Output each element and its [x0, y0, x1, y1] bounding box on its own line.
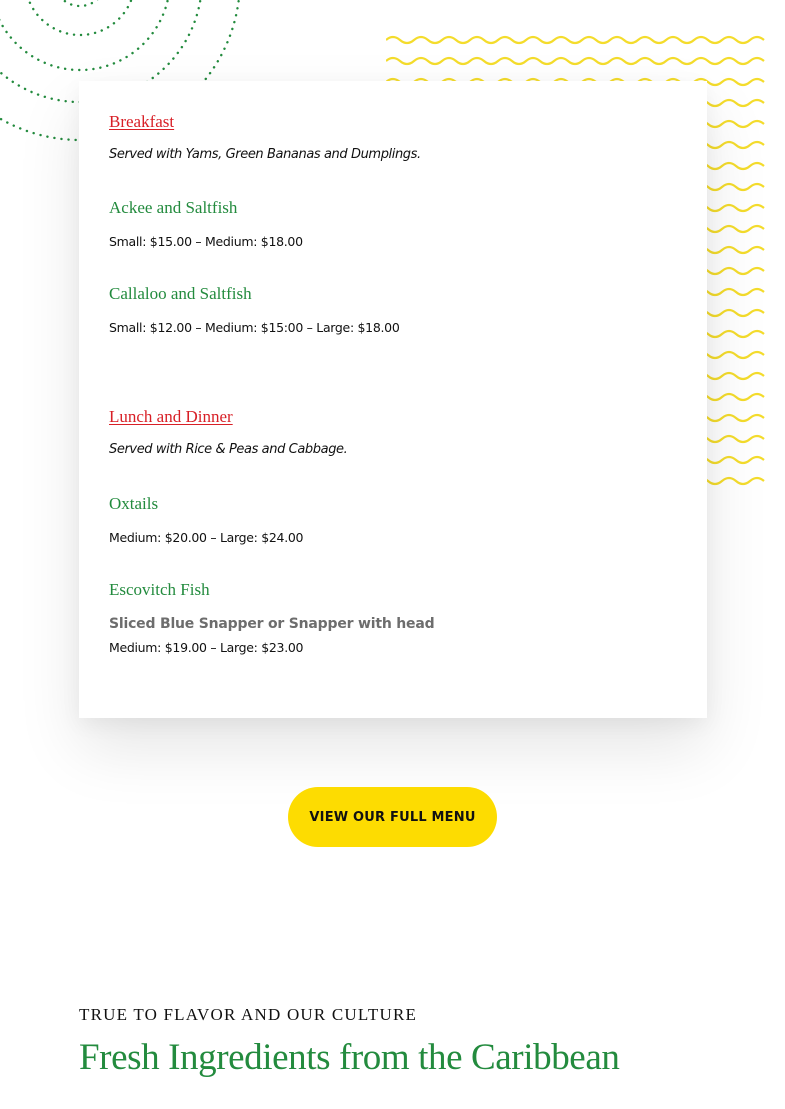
menu-card — [79, 81, 707, 718]
category-title-lunch-dinner: Lunch and Dinner — [109, 407, 233, 426]
menu-item-name: Callaloo and Saltfish — [109, 284, 252, 303]
category-description-breakfast: Served with Yams, Green Bananas and Dumplings. — [109, 147, 421, 162]
menu-item-name: Ackee and Saltfish — [109, 198, 238, 217]
section-heading: Fresh Ingredients from the Caribbean — [79, 1037, 620, 1078]
section-kicker: TRUE TO FLAVOR AND OUR CULTURE — [79, 1005, 418, 1024]
menu-item-price: Medium: $19.00 – Large: $23.00 — [109, 640, 304, 655]
category-description-lunch-dinner: Served with Rice & Peas and Cabbage. — [109, 442, 348, 457]
category-title-breakfast: Breakfast — [109, 112, 175, 131]
menu-item-price: Small: $15.00 – Medium: $18.00 — [109, 234, 303, 249]
menu-item-price: Small: $12.00 – Medium: $15:00 – Large: $18.00 — [109, 320, 400, 335]
menu-item-note: Sliced Blue Snapper or Snapper with head — [109, 616, 435, 632]
menu-item-name: Oxtails — [109, 494, 159, 513]
view-full-menu-button[interactable]: VIEW OUR FULL MENU — [288, 787, 497, 847]
menu-item-name: Escovitch Fish — [109, 580, 210, 599]
menu-item-price: Medium: $20.00 – Large: $24.00 — [109, 530, 304, 545]
